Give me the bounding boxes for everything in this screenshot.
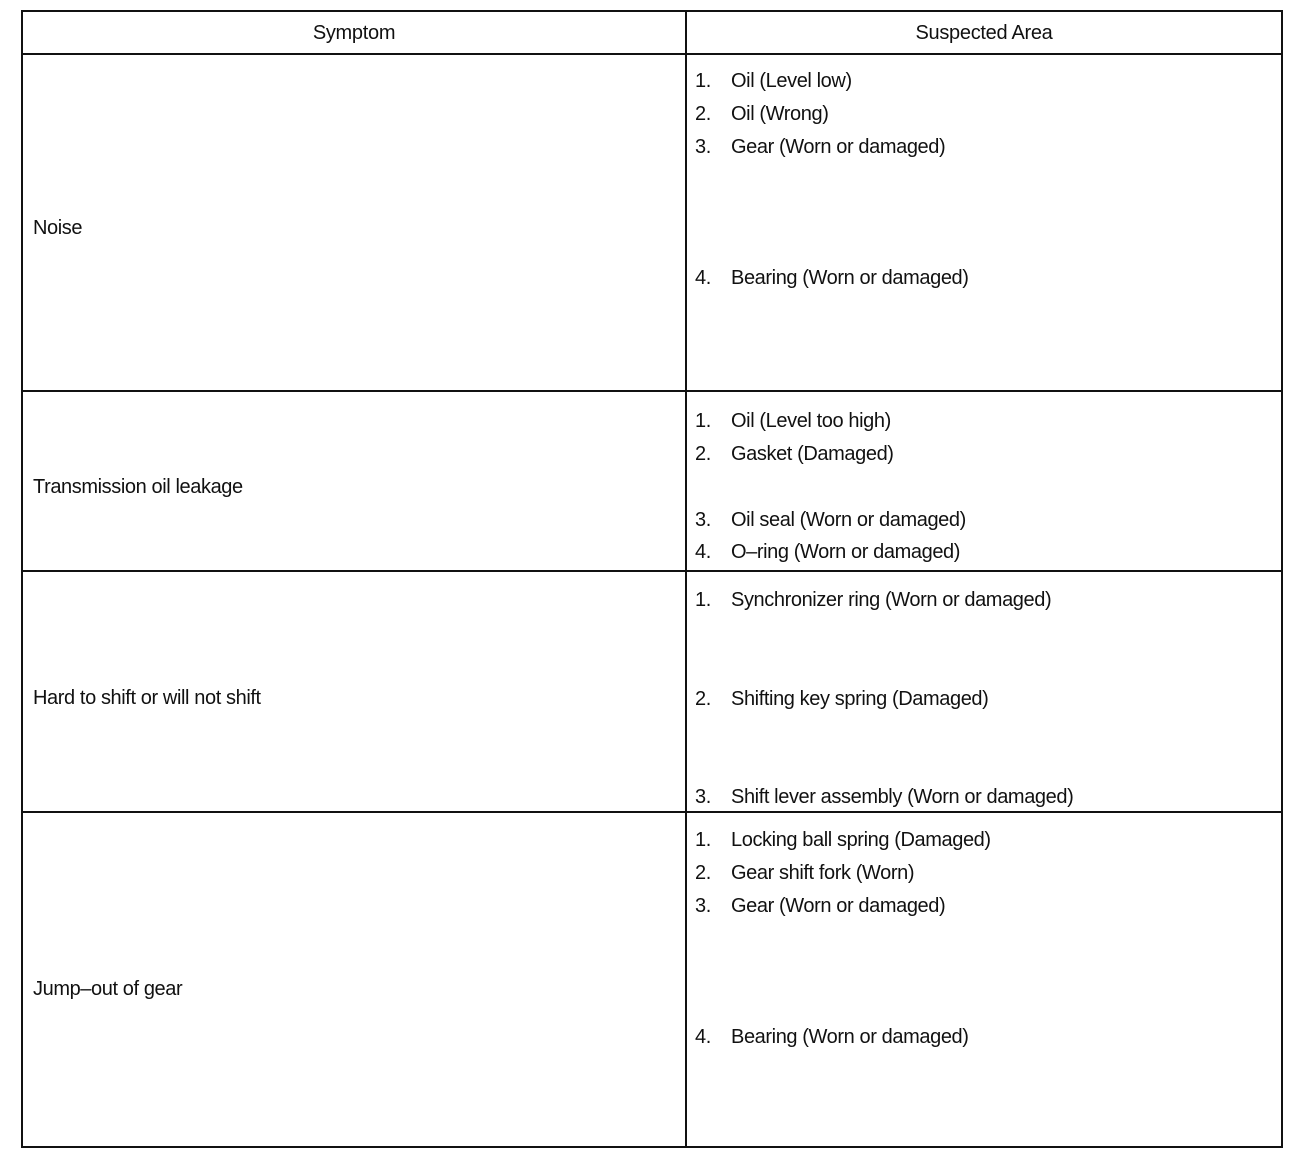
header-divider xyxy=(23,53,1281,55)
item-text: Shift lever assembly (Worn or damaged) xyxy=(731,786,1074,808)
item-text: Gear (Worn or damaged) xyxy=(731,895,946,917)
item-text: Locking ball spring (Damaged) xyxy=(731,829,991,851)
row-divider xyxy=(23,570,1281,572)
item-text: Oil (Level too high) xyxy=(731,410,891,432)
item-number: 1. xyxy=(695,829,711,851)
item-text: Bearing (Worn or damaged) xyxy=(731,1026,969,1048)
item-text: Oil (Wrong) xyxy=(731,103,829,125)
troubleshooting-table xyxy=(21,10,1283,1148)
item-number: 3. xyxy=(695,895,711,917)
column-divider xyxy=(685,12,687,1146)
suspected-area-item xyxy=(695,104,828,124)
item-number: 3. xyxy=(695,136,711,158)
symptom-hard-to-shift: Hard to shift or will not shift xyxy=(33,687,261,709)
suspected-area-item xyxy=(695,1027,969,1047)
item-number: 2. xyxy=(695,862,711,884)
suspected-area-item xyxy=(695,510,966,530)
suspected-area-item xyxy=(695,896,945,916)
item-number: 3. xyxy=(695,786,711,808)
item-text: Shifting key spring (Damaged) xyxy=(731,688,989,710)
item-text: Oil (Level low) xyxy=(731,70,852,92)
item-number: 4. xyxy=(695,267,711,289)
suspected-area-item xyxy=(695,71,852,91)
item-number: 2. xyxy=(695,688,711,710)
suspected-area-item xyxy=(695,689,988,709)
row-divider xyxy=(23,811,1281,813)
row-divider xyxy=(23,390,1281,392)
suspected-area-item xyxy=(695,590,1051,610)
suspected-area-item xyxy=(695,268,969,288)
suspected-area-item xyxy=(695,542,960,562)
suspected-area-item xyxy=(695,863,914,883)
symptom-oil-leakage: Transmission oil leakage xyxy=(33,476,243,498)
symptom-jump-out-of-gear: Jump–out of gear xyxy=(33,978,183,1000)
item-number: 4. xyxy=(695,1026,711,1048)
suspected-area-item xyxy=(695,137,945,157)
item-number: 1. xyxy=(695,589,711,611)
header-symptom: Symptom xyxy=(312,21,396,44)
symptom-noise: Noise xyxy=(33,217,83,239)
item-text: Gear shift fork (Worn) xyxy=(731,862,915,884)
item-text: Bearing (Worn or damaged) xyxy=(731,267,969,289)
item-text: Synchronizer ring (Worn or damaged) xyxy=(731,589,1052,611)
item-text: Oil seal (Worn or damaged) xyxy=(731,509,966,531)
suspected-area-item xyxy=(695,787,1073,807)
header-suspected-area: Suspected Area xyxy=(915,21,1053,44)
suspected-area-item xyxy=(695,444,894,464)
item-text: Gear (Worn or damaged) xyxy=(731,136,946,158)
suspected-area-item xyxy=(695,830,991,850)
item-text: Gasket (Damaged) xyxy=(731,443,894,465)
item-number: 2. xyxy=(695,443,711,465)
item-number: 3. xyxy=(695,509,711,531)
item-number: 2. xyxy=(695,103,711,125)
item-text: O–ring (Worn or damaged) xyxy=(731,541,961,563)
item-number: 4. xyxy=(695,541,711,563)
item-number: 1. xyxy=(695,410,711,432)
item-number: 1. xyxy=(695,70,711,92)
suspected-area-item xyxy=(695,411,891,431)
